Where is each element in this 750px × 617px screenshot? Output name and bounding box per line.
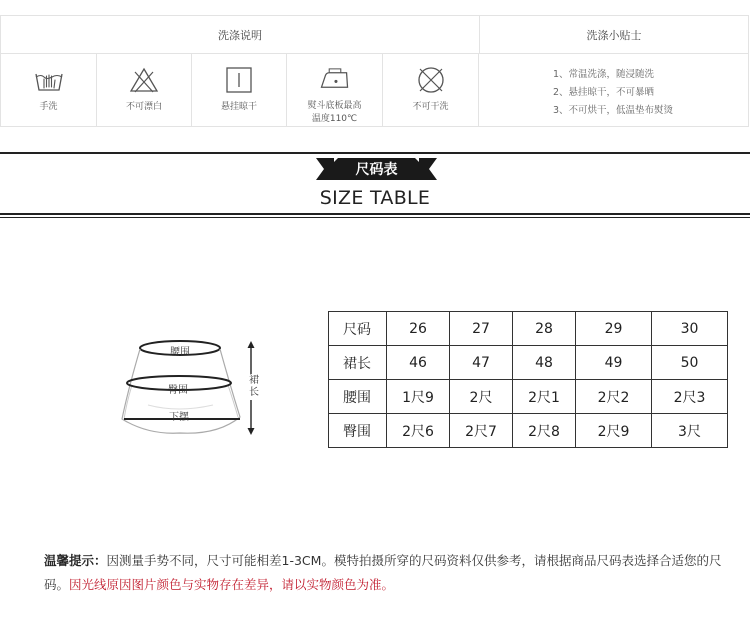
table-cell: 48 [513, 346, 576, 380]
diagram-length-char: 裙 [249, 375, 259, 386]
top-divider [0, 152, 750, 154]
iron-icon [319, 66, 351, 93]
table-header-label: 尺码 [329, 312, 387, 346]
care-label: 悬挂晾干 [220, 102, 257, 112]
table-header-row [329, 312, 728, 346]
table-row [329, 414, 728, 448]
care-tip: 1、常温洗涤，随浸随洗 [553, 69, 655, 80]
care-tip: 3、不可烘干，低温垫布熨烫 [553, 105, 674, 116]
bottom-divider-thin [0, 217, 750, 218]
table-size-cell: 27 [450, 312, 513, 346]
bottom-divider [0, 213, 750, 215]
table-cell: 2尺1 [513, 380, 576, 414]
table-cell: 2尺3 [652, 380, 728, 414]
table-row-label: 裙长 [329, 346, 387, 380]
table-size-cell: 29 [576, 312, 652, 346]
note-text: 因测量手势不同，尺寸可能相差1-3CM。模特拍摄所穿的尺码资料仅供参考，请根据商品尺码表选择合适您的尺码。 [44, 553, 722, 592]
diagram-waist-label: 腰围 [170, 347, 190, 358]
care-label [307, 100, 361, 126]
size-table [328, 311, 728, 448]
note-color-warning: 因光线原因图片颜色与实物存在差异，请以实物颜色为准。 [69, 577, 395, 592]
care-item-hang-dry [192, 53, 287, 126]
diagram-length-char: 长 [249, 387, 259, 398]
table-cell: 49 [576, 346, 652, 380]
care-item-no-dry-clean [383, 53, 479, 126]
warm-tip-note [44, 549, 734, 597]
care-body [1, 53, 748, 126]
skirt-diagram [118, 335, 268, 445]
note-label: 温馨提示： [44, 553, 107, 568]
size-banner-title: 尺码表 [355, 162, 398, 178]
table-cell: 46 [387, 346, 450, 380]
table-row [329, 346, 728, 380]
care-header [1, 16, 748, 54]
care-label-line: 熨斗底板最高 [307, 101, 362, 111]
table-cell: 2尺2 [576, 380, 652, 414]
table-size-cell: 26 [387, 312, 450, 346]
care-item-iron [287, 53, 383, 126]
care-header-left: 洗涤说明 [1, 16, 480, 53]
care-label: 不可漂白 [125, 102, 162, 112]
hand-wash-icon [33, 66, 65, 94]
care-instructions-panel [0, 15, 749, 127]
diagram-hem-label: 下摆 [169, 412, 189, 423]
table-cell: 2尺7 [450, 414, 513, 448]
diagram-length-label [249, 374, 259, 400]
table-size-cell: 28 [513, 312, 576, 346]
no-dry-clean-icon [415, 66, 447, 94]
table-cell: 1尺9 [387, 380, 450, 414]
table-row-label: 臀围 [329, 414, 387, 448]
care-label: 手洗 [39, 102, 58, 112]
table-row [329, 380, 728, 414]
table-cell: 2尺9 [576, 414, 652, 448]
diagram-hip-label: 臀围 [168, 385, 188, 396]
table-cell: 2尺 [450, 380, 513, 414]
size-table-heading: SIZE TABLE [319, 187, 431, 209]
care-label: 不可干洗 [412, 102, 449, 112]
table-cell: 2尺6 [387, 414, 450, 448]
care-item-hand-wash [1, 53, 97, 126]
table-cell: 47 [450, 346, 513, 380]
table-cell: 2尺8 [513, 414, 576, 448]
table-row-label: 腰围 [329, 380, 387, 414]
care-label-line: 温度110℃ [311, 114, 358, 124]
table-cell: 3尺 [652, 414, 728, 448]
hang-dry-icon [223, 66, 255, 94]
care-header-right: 洗涤小贴士 [586, 28, 642, 42]
table-cell: 50 [652, 346, 728, 380]
table-size-cell: 30 [652, 312, 728, 346]
care-tips [479, 53, 748, 126]
care-item-no-bleach [97, 53, 192, 126]
no-bleach-icon [128, 66, 160, 94]
care-tip: 2、悬挂晾干，不可暴晒 [553, 87, 655, 98]
